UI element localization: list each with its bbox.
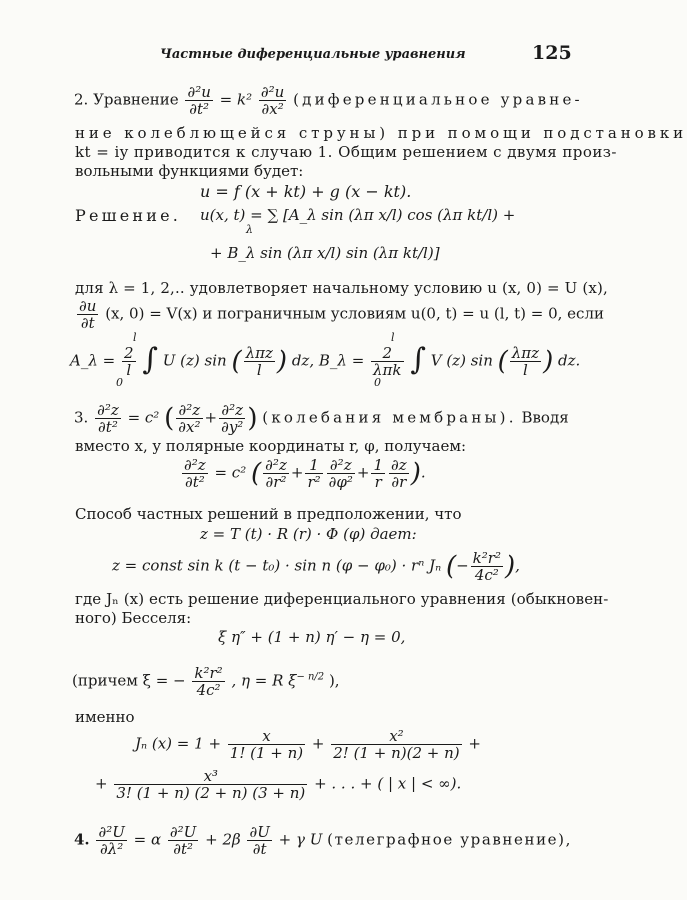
solution-line-2: + B_λ sin (λπ x/l) sin (λπ kt/l)] [210, 244, 440, 262]
bessel-series-1: Jₙ (x) = 1 + $\frac{x}{1! (1 + n)}$ + $\frac{\text{x²}}{2! (1 + n)(2 + n)}$ + [135, 727, 481, 762]
B-dz: dz. [558, 351, 581, 370]
du-dt-fraction: $\frac{\partial u}{\partial t}$ [79, 297, 97, 332]
A-integrand: U (z) sin [162, 351, 227, 370]
boundary-condition: (x, 0) = V(x) и пограничным условиям u(0, t) = u (l, t) = 0, если [105, 304, 604, 323]
item2-line2: ние колеблющейся струны) при помощи подстановки [75, 124, 687, 142]
boundary-condition-line [75, 298, 604, 331]
item3-lead: 3. [74, 408, 89, 427]
A-lhs: A_λ = [70, 351, 116, 370]
integral-sign-B: ∫ [410, 342, 426, 377]
solution-label: Решение. [75, 206, 182, 225]
item3-desc-end: Вводя [521, 408, 569, 427]
namely-line: именно [75, 708, 135, 726]
solution-line-1: u(x, t) = ∑ [A_λ sin (λπ x/l) cos (λπ kt/l) + [200, 206, 516, 224]
where-line-1: где Jₙ (x) есть решение диференциального уравнения (обыкновен- [75, 590, 609, 608]
item2-eq-mid: = k² [219, 90, 253, 109]
method-line: Способ частных решений в предположении, что [75, 505, 462, 523]
item4-telegraph-line: 4. $\frac{\text{∂²U}}{\text{∂λ²}}$ = α $\frac{\text{∂²U}}{\text{∂t²}}$ + 2β $\frac{\partial U}{\partial t}$ + γ U (телеграфное уравнение), [74, 823, 572, 858]
A-fraction: $\frac{2}{l}$ [123, 344, 134, 379]
item2-desc: (диференциальное уравне- [293, 90, 583, 109]
item2-lead: 2. Уравнение [74, 90, 179, 109]
A-dz: dz, [291, 351, 315, 370]
item4-lead: 4. [74, 830, 90, 849]
integral-sign-A: ∫ [142, 342, 158, 377]
bessel-equation: ξ η″ + (1 + n) η′ − η = 0, [218, 628, 406, 646]
B-argument-fraction: $\frac{\text{λπz}}{l}$ [511, 344, 540, 379]
running-head: Частные диференциальные уравнения [160, 47, 466, 62]
B-lhs: B_λ = [318, 351, 365, 370]
initial-condition: для λ = 1, 2,.. удовлетворяет начальному условию u (x, 0) = U (x), [75, 279, 608, 297]
item3-lhs-fraction: $\frac{\text{∂²z}}{\text{∂t²}}$ [97, 401, 119, 436]
A-argument-fraction: $\frac{\text{λπz}}{l}$ [245, 344, 273, 379]
item4-desc: (телеграфное уравнение), [327, 830, 572, 849]
particular-solution: z = const sin k (t − t₀) · sin n (φ − φ₀) · rⁿ Jₙ (− $\frac{\text{k²r²}}{\text{4c²}}$ ), [112, 549, 520, 584]
B-lower-limit: 0 [374, 376, 381, 389]
item2-equation-line [74, 84, 583, 117]
A-lower-limit: 0 [116, 376, 123, 389]
A-upper-limit: l [133, 331, 137, 344]
note-line: (причем ξ = − $\frac{\text{k²r²}}{\text{4c²}}$ , η = R $\xi^{- n/2}$ ), [72, 664, 340, 699]
item3-line2: вместо x, y полярные координаты r, φ, получаем: [75, 437, 467, 455]
page-number: 125 [532, 42, 572, 64]
product-line: z = T (t) · R (r) · Φ (φ) дает: [200, 525, 417, 543]
item3-membrane-line: 3. $\frac{\text{∂²z}}{\text{∂t²}}$ = c² ( $\frac{\text{∂²z}}{\text{∂x²}}$ + $\frac{\text{∂²z}}{\text{∂y²}}$ ) (колебания мембраны). Вводя [74, 401, 569, 436]
item2-line4: вольными функциями будет: [75, 162, 304, 180]
coefficient-formulas: A_λ = $\frac{2}{l}$ ∫ U (z) sin ( $\frac{\text{λπz}}{l}$ ) dz, B_λ = $\frac{2}{\text{λπk}}$ ∫ V (z) sin ( $\frac{\text{λπz}}{l}$ ) dz. [70, 342, 581, 379]
B-upper-limit: l [391, 331, 395, 344]
item3-eq: = c² [127, 408, 160, 427]
polar-equation: $\frac{\text{∂²z}}{\text{∂t²}}$ = c² ( $\frac{\text{∂²z}}{\text{∂r²}}$ + $\frac{1}{\text{r²}}$ $\frac{\text{∂²z}}{\text{∂φ²}}$ + $\frac{1}{r}$ $\frac{\partial z}{\partial r}$ ). [184, 456, 426, 491]
B-fraction: $\frac{2}{\text{λπk}}$ [373, 344, 402, 379]
B-integrand: V (z) sin [430, 351, 493, 370]
bessel-series-2: + $\frac{\text{x³}}{3! (1 + n) (2 + n) (3 + n)}$ + . . . + ( | x | < ∞). [95, 767, 462, 802]
item2-line3: kt = iy приводится к случаю 1. Общим решением с двумя произ- [75, 143, 617, 161]
item3-x-term: $\frac{\text{∂²z}}{\text{∂x²}}$ [178, 401, 201, 436]
general-solution: u = f (x + kt) + g (x − kt). [200, 182, 412, 201]
item2-lhs-fraction: $\frac{\text{∂²u}}{\text{∂t²}}$ [187, 83, 211, 118]
item3-desc: (колебания мембраны). [262, 408, 517, 427]
item3-y-term: $\frac{\text{∂²z}}{\text{∂y²}}$ [221, 401, 244, 436]
sum-index: λ [246, 223, 253, 236]
item2-rhs-fraction: $\frac{\text{∂²u}}{\text{∂x²}}$ [260, 83, 285, 118]
where-line-2: ного) Бесселя: [75, 609, 192, 627]
